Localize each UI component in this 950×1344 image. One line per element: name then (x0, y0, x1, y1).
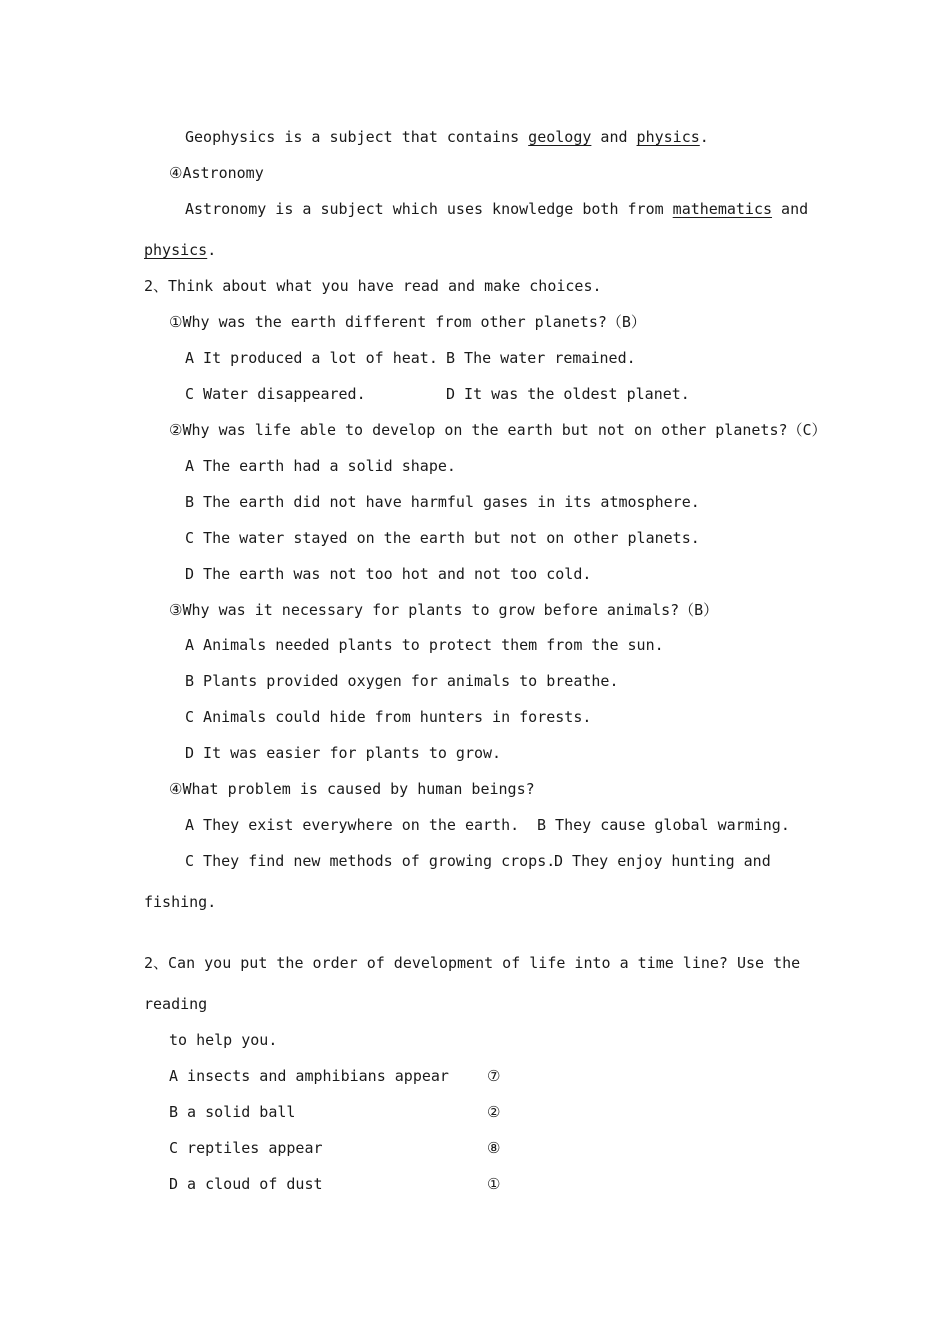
q1-option-d: D It was the oldest planet. (446, 385, 690, 403)
timeline-item-b-order: ② (487, 1103, 501, 1121)
q1-option-b: B The water remained. (446, 349, 636, 367)
q3-option-d: D It was easier for plants to grow. (185, 744, 502, 762)
astronomy-line-cont (144, 240, 216, 260)
timeline-item-c: C reptiles appear (169, 1139, 323, 1157)
q3-option-c: C Animals could hide from hunters in forests. (185, 708, 592, 726)
answer-geology: geology (528, 128, 592, 146)
astronomy-heading: ④Astronomy (169, 164, 264, 182)
timeline-heading-cont: reading (144, 995, 208, 1013)
q4-option-b: B They cause global warming. (537, 816, 790, 834)
q2-option-c: C The water stayed on the earth but not on other planets. (185, 529, 700, 547)
geophysics-text: Geophysics is a subject that contains (185, 128, 529, 146)
timeline-item-a: A insects and amphibians appear (169, 1067, 449, 1085)
astronomy-text: Astronomy is a subject which uses knowledge both from (185, 200, 673, 218)
q3-option-a: A Animals needed plants to protect them from the sun. (185, 636, 664, 654)
timeline-item-c-order: ⑧ (487, 1139, 501, 1157)
question-3: ③Why was it necessary for plants to grow before animals?（B） (169, 601, 719, 619)
geophysics-and: and (591, 128, 637, 146)
answer-mathematics: mathematics (672, 200, 773, 218)
q2-option-a: A The earth had a solid shape. (185, 457, 456, 475)
q2-option-d: D The earth was not too hot and not too cold. (185, 565, 592, 583)
question-2: ②Why was life able to develop on the earth but not on other planets?（C） (169, 421, 827, 439)
q4-option-d: D They enjoy hunting and (554, 852, 771, 870)
astronomy-period: . (207, 241, 217, 259)
q4-option-c: C They find new methods of growing crops. (185, 852, 556, 870)
geophysics-period: . (699, 128, 709, 146)
answer-physics-2: physics (144, 241, 208, 259)
timeline-item-a-order: ⑦ (487, 1067, 501, 1085)
q4-option-a: A They exist everywhere on the earth. (185, 816, 520, 834)
answer-physics: physics (636, 128, 700, 146)
geophysics-line (185, 127, 709, 147)
choices-heading: 2、Think about what you have read and make choices. (144, 277, 602, 295)
timeline-heading-cont-2: to help you. (169, 1031, 278, 1049)
q4-option-d-cont: fishing. (144, 893, 217, 911)
astronomy-line (185, 199, 808, 219)
astronomy-and: and (772, 200, 809, 218)
timeline-item-b: B a solid ball (169, 1103, 296, 1121)
timeline-item-d: D a cloud of dust (169, 1175, 323, 1193)
q2-option-b: B The earth did not have harmful gases in its atmosphere. (185, 493, 700, 511)
q3-option-b: B Plants provided oxygen for animals to breathe. (185, 672, 619, 690)
q1-option-c: C Water disappeared. (185, 385, 366, 403)
question-1: ①Why was the earth different from other planets?（B） (169, 313, 646, 331)
question-4: ④What problem is caused by human beings? (169, 780, 535, 798)
q1-option-a: A It produced a lot of heat. (185, 349, 438, 367)
timeline-item-d-order: ① (487, 1175, 501, 1193)
timeline-heading: 2、Can you put the order of development of life into a time line? Use the (144, 954, 801, 972)
